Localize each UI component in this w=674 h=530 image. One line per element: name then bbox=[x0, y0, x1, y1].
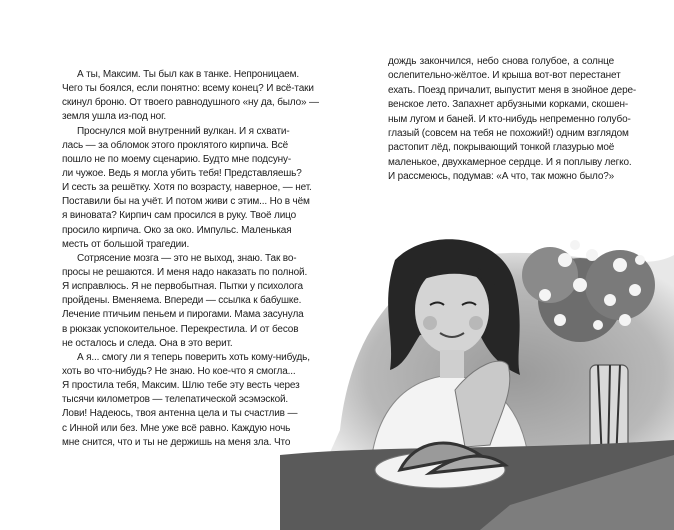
left-page-text bbox=[62, 68, 319, 450]
text-line: венское лето. Запахнет арбузными корками, скошен- bbox=[388, 99, 629, 111]
text-line: Лечение птичьим пеньем и пирогами. Мама засунула bbox=[62, 309, 304, 321]
text-line: маленькое, двухкамерное сердце. И я поплыву легко. bbox=[388, 156, 632, 168]
text-line: не осталось и следа. Она в это верит. bbox=[62, 337, 233, 349]
text-line: ехать. Поезд причалит, выпустит меня в знойное дере- bbox=[388, 84, 637, 96]
text-line: дождь закончился, небо снова голубое, а солнце bbox=[388, 56, 614, 67]
text-line: лась — за обломок этого проклятого кирпича. Всё bbox=[62, 139, 288, 151]
text-line: пошло не по моему сценарию. Будто мне подсуну- bbox=[62, 153, 292, 165]
text-line: Чего ты боялся, если понятно: всему конец? И всё-таки bbox=[62, 83, 314, 95]
text-line: Проснулся мой внутренний вулкан. И я схвати- bbox=[77, 125, 290, 137]
girl-with-watermelon-illustration bbox=[280, 215, 674, 530]
text-line: с Инной или без. Мне уже всё равно. Каждую ночь bbox=[62, 422, 291, 434]
girl bbox=[370, 239, 530, 470]
text-line: ослепительно-жёлтое. И крыша вот-вот перестанет bbox=[388, 70, 621, 82]
text-line: в рюкзак успокоительное. Перекрестила. И от бесов bbox=[62, 323, 299, 335]
text-line: растопит лёд, покрывающий тонкой глазурью моё bbox=[388, 142, 615, 154]
text-line: глазый (совсем на тебя не похожий!) одним взглядом bbox=[388, 127, 629, 139]
text-line: И сесть за решётку. Хотя по возрасту, наверное, — нет. bbox=[62, 182, 312, 194]
text-line: Я простила тебя, Максим. Шлю тебе эту весть через bbox=[62, 380, 300, 392]
text-line: Я исправлюсь. Я не первобытная. Пытки у психолога bbox=[62, 281, 303, 293]
text-line: тысячи километров — телепатической эсэмэской. bbox=[62, 394, 289, 406]
text-line: Поставили бы на учёт. И потом живи с этим... Но в чём bbox=[62, 196, 310, 208]
text-line: просило кирпича. Око за око. Импульс. Маленькая bbox=[62, 224, 292, 236]
text-line: Лови! Надеюсь, твоя антенна цела и ты счастлив — bbox=[62, 408, 298, 420]
text-line: А я... смогу ли я теперь поверить хоть кому-нибудь, bbox=[77, 351, 310, 363]
text-line: А ты, Максим. Ты был как в танке. Непроницаем. bbox=[77, 69, 300, 80]
text-line: просы не решаются. И меня надо наказать по полной. bbox=[62, 266, 308, 278]
text-line: И рассмеюсь, подумав: «А что, так можно было?» bbox=[388, 171, 615, 183]
text-line: месть от большой трагедии. bbox=[62, 238, 190, 250]
right-page-text bbox=[388, 55, 637, 185]
text-line: пройдены. Вменяема. Впереди — ссылка к бабушке. bbox=[62, 295, 302, 307]
text-line: земля ушла из-под ног. bbox=[62, 111, 166, 123]
text-line: ным лугом и баней. И кто-нибудь непременно голубо- bbox=[388, 113, 631, 125]
text-line: хоть во что-нибудь? Не знаю. Но кое-что я смогла... bbox=[62, 365, 296, 377]
text-line: Сотрясение мозга — это не выход, знаю. Так во- bbox=[77, 252, 297, 264]
text-line: я виновата? Кирпич сам просился в руку. Твоё лицо bbox=[62, 210, 297, 222]
text-line: мне снится, что и ты не держишь на меня зла. Что bbox=[62, 436, 291, 448]
text-line: ли чужое. Ведь я могла убить тебя! Представляешь? bbox=[62, 167, 302, 179]
text-line: скинул броню. От твоего равнодушного «ну да, было» — bbox=[62, 97, 319, 109]
